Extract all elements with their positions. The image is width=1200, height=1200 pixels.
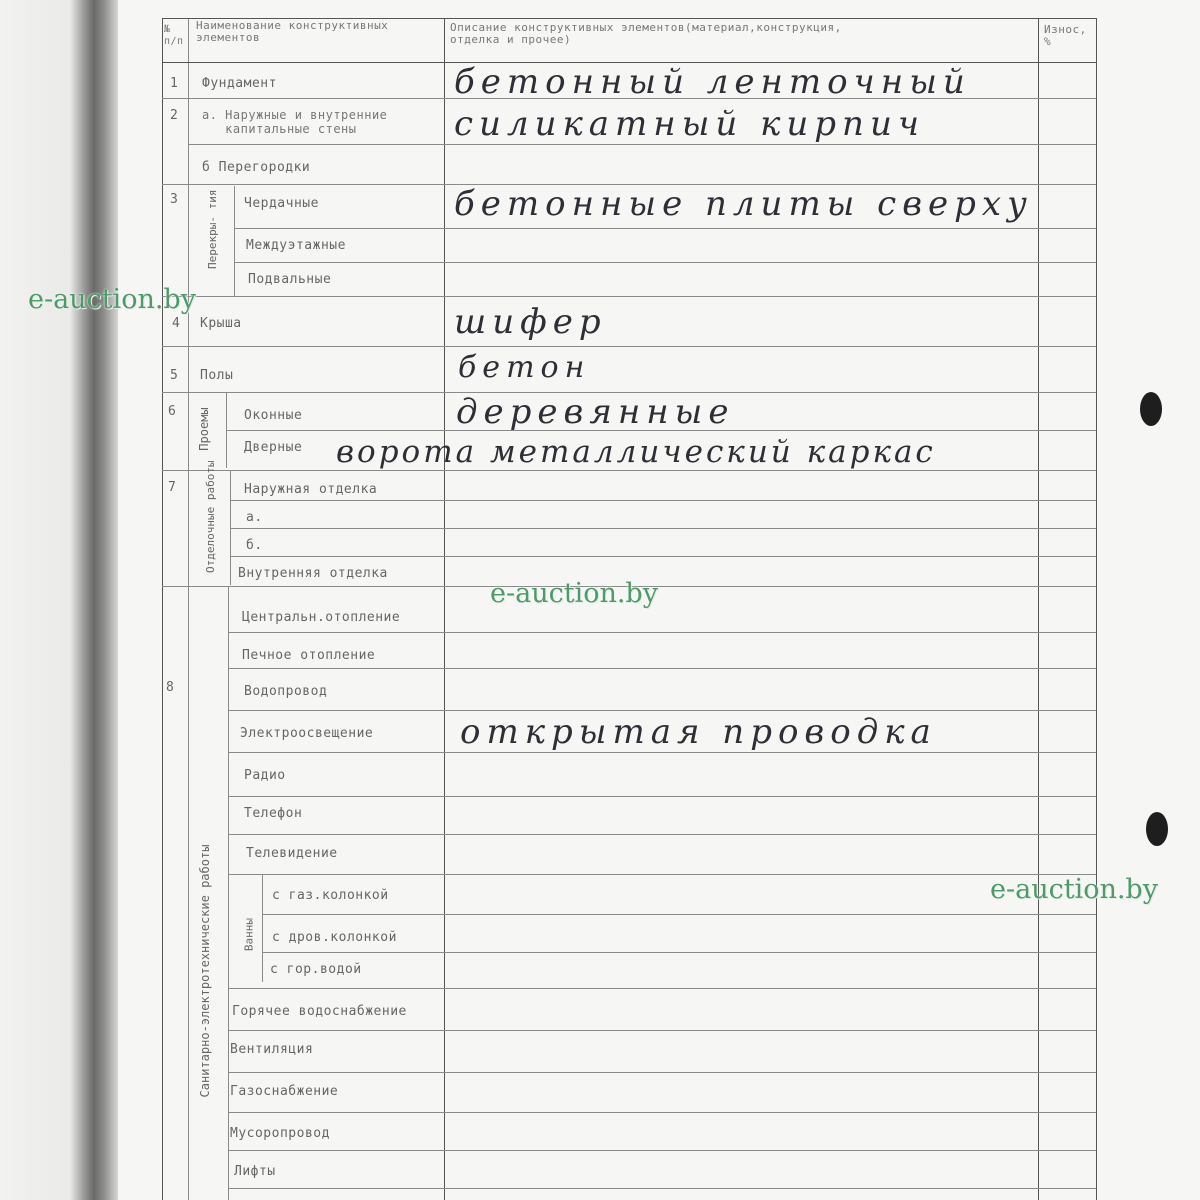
row-number-4: 4 — [172, 316, 181, 331]
row-number-5: 5 — [170, 368, 179, 383]
watermark-top-left: e-auction.by — [28, 284, 196, 315]
row-number-3: 3 — [170, 192, 179, 207]
label-central-heating: Центральн.отопление — [242, 610, 401, 625]
handwriting-windows: деревянные — [456, 392, 735, 432]
handwriting-attic: бетонные плиты сверху — [454, 184, 1033, 224]
handwriting-doors: ворота металлический каркас — [336, 434, 936, 470]
label-phone: Телефон — [244, 806, 303, 821]
label-attic: Чердачные — [244, 196, 319, 211]
label-foundation: Фундамент — [202, 76, 277, 91]
label-doors: Дверные — [244, 440, 303, 455]
label-partitions: б Перегородки — [202, 160, 311, 175]
punch-hole-bottom — [1146, 812, 1168, 846]
handwriting-electric: открытая проводка — [460, 712, 937, 752]
handwriting-floors: бетон — [458, 350, 591, 385]
label-water: Водопровод — [244, 684, 328, 699]
row-number-7: 7 — [168, 480, 177, 495]
label-bath-wood: с дров.колонкой — [272, 930, 397, 945]
label-bath-hot: с гор.водой — [270, 962, 362, 977]
header-description: Описание конструктивных элементов(материал,конструкция, отделка и прочее) — [450, 21, 842, 46]
label-gas: Газоснабжение — [230, 1084, 339, 1099]
label-garbage: Мусоропровод — [230, 1126, 330, 1141]
header-element-name: Наименование конструктивных элементов — [196, 19, 389, 44]
row-number-6: 6 — [168, 404, 177, 419]
handwriting-foundation: бетонный ленточный — [454, 62, 971, 102]
label-tv: Телевидение — [246, 846, 338, 861]
row-number-2: 2 — [170, 108, 179, 123]
handwriting-roof: шифер — [454, 302, 607, 342]
label-outer-finish: Наружная отделка — [244, 482, 378, 497]
label-floors: Полы — [200, 368, 234, 383]
group-finishing: Отделочные работы — [204, 460, 217, 573]
label-basement: Подвальные — [248, 272, 332, 287]
label-interfloor: Междуэтажные — [246, 238, 346, 253]
row-number-8: 8 — [166, 680, 175, 695]
punch-hole-top — [1140, 392, 1162, 426]
label-lifts: Лифты — [234, 1164, 276, 1179]
label-ventilation: Вентиляция — [230, 1042, 314, 1057]
group-sanitary: Санитарно-электротехнические работы — [198, 844, 212, 1098]
group-baths: Ванны — [242, 917, 256, 952]
handwriting-walls: силикатный кирпич — [454, 104, 926, 144]
watermark-right: e-auction.by — [990, 874, 1158, 905]
group-openings: Проемы — [197, 407, 211, 451]
label-walls: а. Наружные и внутренние капитальные стены — [202, 108, 388, 136]
row-number-1: 1 — [170, 76, 179, 91]
scan-binding-edge — [0, 0, 118, 1200]
label-electric: Электроосвещение — [240, 726, 374, 741]
label-line-b: б. — [246, 538, 263, 553]
header-number: № п/п — [164, 24, 184, 47]
watermark-middle: e-auction.by — [490, 578, 658, 609]
label-roof: Крыша — [200, 316, 242, 331]
label-radio: Радио — [244, 768, 286, 783]
header-wear: Износ, % — [1044, 23, 1087, 48]
label-inner-finish: Внутренняя отделка — [238, 566, 388, 581]
label-hot-water: Горячее водоснабжение — [232, 1004, 407, 1019]
label-stove-heating: Печное отопление — [242, 648, 376, 663]
group-overlaps: Перекры- тия — [206, 189, 219, 269]
label-bath-gas: с газ.колонкой — [272, 888, 389, 903]
label-windows: Оконные — [244, 408, 303, 423]
label-line-a: а. — [246, 510, 263, 525]
